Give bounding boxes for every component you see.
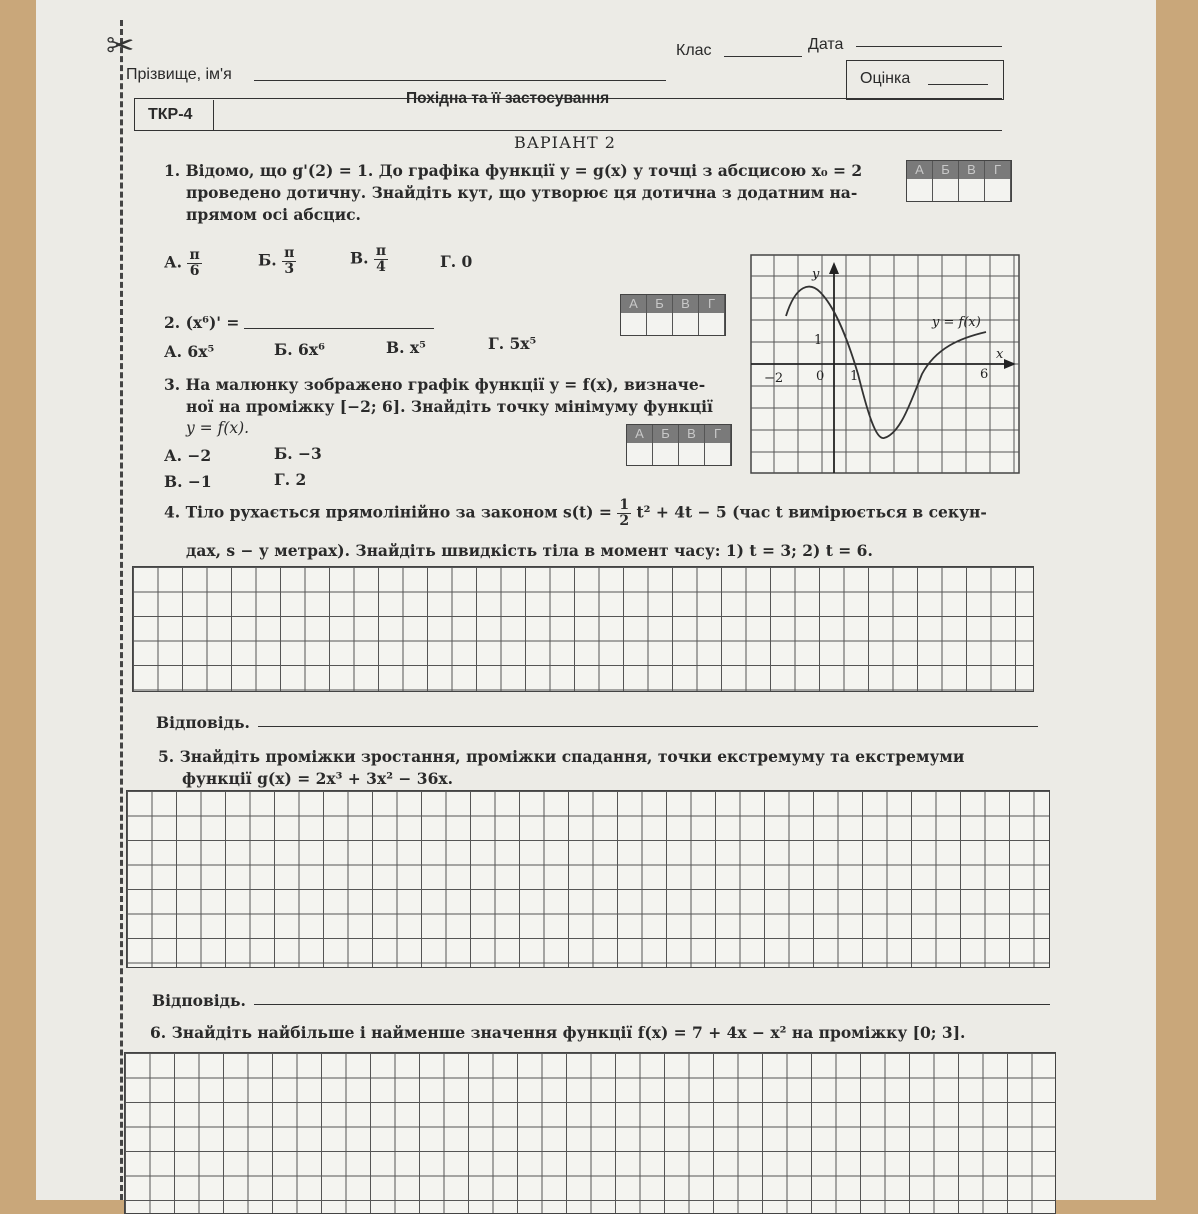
- q3-option-a: А. −2: [164, 446, 212, 465]
- q3-answer-box[interactable]: А Б В Г: [626, 424, 732, 466]
- q4-answer-label: Відповідь.: [156, 713, 250, 732]
- y-axis-label: y: [812, 267, 820, 282]
- q4-line-2: дах, s − у метрах). Знайдіть швидкість тіла в момент часу: 1) t = 3; 2) t = 6.: [186, 541, 873, 560]
- q1-line-3: прямом осі абсцис.: [186, 205, 361, 224]
- tick-label-x-1: 1: [850, 369, 859, 384]
- grade-line[interactable]: [928, 84, 988, 85]
- q4-line-1: 4. Тіло рухається прямолінійно за законом s(t) = $\frac{1}{2}$ t² + 4t − 5 (час t вимірюється в секун-: [164, 497, 987, 529]
- q1-option-g: Г. 0: [440, 252, 473, 271]
- q3-line-1: 3. На малюнку зображено графік функції y = f(x), визначе-: [164, 375, 706, 394]
- tick-label-origin: 0: [816, 369, 825, 384]
- tick-label-x-6: 6: [980, 367, 989, 382]
- worksheet-page: [36, 0, 1156, 1200]
- q1-line-1: 1. Відомо, що g'(2) = 1. До графіка функції y = g(x) у точці з абсцисою x₀ = 2: [164, 161, 863, 180]
- q1-option-v: В. $\frac{\pi}{4}$: [350, 243, 387, 275]
- q2-text: 2. (x⁶)' =: [164, 313, 240, 332]
- q5-answer-line[interactable]: [254, 1004, 1050, 1005]
- q1-option-a: А. $\frac{\pi}{6}$: [164, 247, 200, 279]
- q5-answer-label: Відповідь.: [152, 991, 246, 1010]
- q3-option-b: Б. −3: [274, 444, 322, 463]
- cut-line: [120, 20, 123, 1200]
- test-code: ТКР-4: [148, 106, 193, 123]
- q3-line-2: ної на проміжку [−2; 6]. Знайдіть точку мінімуму функції: [186, 397, 713, 416]
- q6-text: 6. Знайдіть найбільше і найменше значення функції f(x) = 7 + 4x − x² на проміжку [0; 3].: [150, 1023, 966, 1042]
- surname-label: Прізвище, ім'я: [126, 66, 232, 83]
- q2-answer-box[interactable]: А Б В Г: [620, 294, 726, 336]
- q5-line-1: 5. Знайдіть проміжки зростання, проміжки спадання, точки екстремуму та екстремуми: [158, 747, 965, 766]
- variant-title: ВАРІАНТ 2: [514, 133, 616, 152]
- q2-option-b: Б. 6x⁶: [274, 340, 325, 359]
- topic-title: Похідна та її застосування: [406, 90, 610, 107]
- q5-line-2: функції g(x) = 2x³ + 3x² − 36x.: [182, 769, 453, 788]
- grade-label: Оцінка: [860, 70, 911, 87]
- q2-option-a: А. 6x⁵: [164, 342, 215, 361]
- tick-label-x-minus-2: −2: [764, 371, 784, 386]
- q1-answer-box[interactable]: А Б В Г: [906, 160, 1012, 202]
- date-line[interactable]: [856, 46, 1002, 47]
- q6-work-grid[interactable]: [124, 1052, 1056, 1214]
- q2-answer-line[interactable]: [244, 328, 434, 329]
- q2-option-g: Г. 5x⁵: [488, 334, 537, 353]
- q3-option-g: Г. 2: [274, 470, 307, 489]
- x-axis-label: x: [996, 347, 1004, 362]
- q2-option-v: В. x⁵: [386, 338, 426, 357]
- q1-line-2: проведено дотичну. Знайдіть кут, що утворює ця дотична з додатним на-: [186, 183, 858, 202]
- class-line[interactable]: [724, 56, 802, 57]
- q1-option-b: Б. $\frac{\pi}{3}$: [258, 245, 295, 277]
- date-label: Дата: [808, 36, 844, 53]
- q5-work-grid[interactable]: [126, 790, 1050, 968]
- class-label: Клас: [676, 42, 712, 59]
- q4-answer-line[interactable]: [258, 726, 1038, 727]
- scissors-icon: ✂: [106, 26, 135, 66]
- function-label: y = f(x): [932, 315, 981, 330]
- function-graph: [750, 254, 1020, 474]
- tick-label-y-1: 1: [814, 333, 823, 348]
- q3-option-v: В. −1: [164, 472, 212, 491]
- q3-line-3: y = f(x).: [186, 419, 250, 437]
- q4-work-grid[interactable]: [132, 566, 1034, 692]
